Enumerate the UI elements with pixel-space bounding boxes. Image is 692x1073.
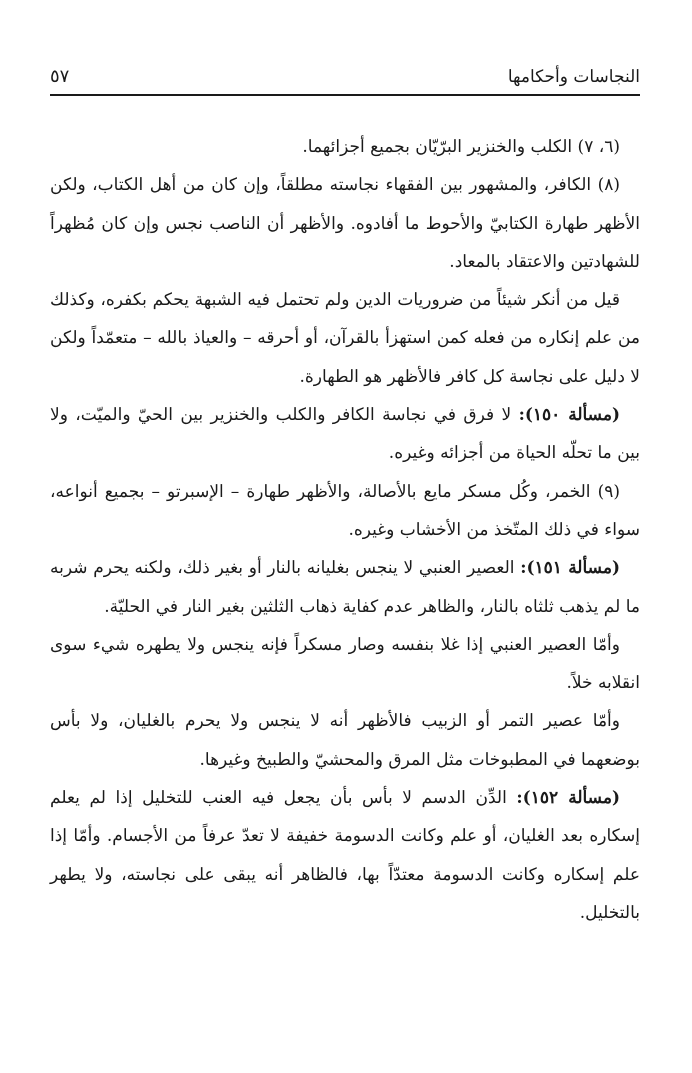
page-body bbox=[50, 128, 640, 932]
issue-label: (مسألة ١٥١): bbox=[520, 558, 620, 579]
issue-label: (مسألة ١٥٠): bbox=[518, 405, 620, 426]
issue-label: (مسألة ١٥٢): bbox=[516, 788, 620, 809]
paragraph-issue-151 bbox=[50, 549, 640, 626]
paragraph-khamr bbox=[50, 473, 640, 550]
paragraph-text: العصير العنبي لا ينجس بغليانه بالنار أو بغير ذلك، ولكنه يحرم شربه ما لم يذهب ثلثاه بالنار، والظاهر عدم كفاية ذهاب الثلثين بغير النار في الحليّة. bbox=[50, 558, 640, 617]
paragraph-text: (٨) الكافر، والمشهور بين الفقهاء نجاسته مطلقاً، وإن كان من أهل الكتاب، ولكن الأظهر طهارة الكتابيّ والأحوط ما أفادوه. والأظهر أن الناصب نجس وإن كان مُظهراً للشهادتين والاعتقاد بالمعاد. bbox=[50, 175, 640, 272]
paragraph-text: قيل من أنكر شيئاً من ضروريات الدين ولم تحتمل فيه الشبهة يحكم بكفره، وكذلك من علم إنكاره من فعله كمن استهزأ بالقرآن، أو أحرقه – والعياذ بالله – متعمّداً ولكن لا دليل على نجاسة كل كافر فالأظهر هو الطهارة. bbox=[50, 290, 640, 387]
paragraph-issue-152 bbox=[50, 779, 640, 932]
paragraph-denial bbox=[50, 281, 640, 396]
page-header bbox=[50, 62, 640, 92]
paragraph-kafir bbox=[50, 166, 640, 281]
header-title: النجاسات وأحكامها bbox=[507, 67, 640, 87]
paragraph-text: (٦، ٧) الكلب والخنزير البرّيّان بجميع أجزائهما. bbox=[302, 137, 620, 157]
paragraph-grape-juice bbox=[50, 626, 640, 703]
paragraph-text: وأمّا عصير التمر أو الزبيب فالأظهر أنه لا ينجس ولا يحرم بالغليان، ولا بأس بوضعهما في المطبوخات مثل المرق والمحشيّ والطبيخ وغيرها. bbox=[50, 711, 640, 770]
paragraph-date-juice bbox=[50, 702, 640, 779]
paragraph-text: لا فرق في نجاسة الكافر والكلب والخنزير بين الحيّ والميّت، ولا بين ما تحلّه الحياة من أجزائه وغيره. bbox=[50, 405, 640, 464]
paragraph-text: وأمّا العصير العنبي إذا غلا بنفسه وصار مسكراً فإنه ينجس ولا يطهره شيء سوى انقلابه خلاً. bbox=[50, 634, 640, 694]
paragraph-dog-pig bbox=[50, 128, 640, 166]
paragraph-text: (٩) الخمر، وكُل مسكر مايع بالأصالة، والأظهر طهارة – الإسبرتو – بجميع أنواعه، سواء في ذلك المتّخذ من الأخشاب وغيره. bbox=[50, 481, 640, 540]
paragraph-text: الدِّن الدسم لا بأس بأن يجعل فيه العنب للتخليل إذا لم يعلم إسكاره بعد الغليان، أو علم وكانت الدسومة خفيفة لا تعدّ عرفاً من الأجسام. وأمّا إذا علم إسكاره وكانت الدسومة معتدّاً بها، فالظاهر أنه يبقى على نجاسته، ولا يطهر بالتخليل. bbox=[50, 788, 640, 923]
page-number: ٥٧ bbox=[50, 66, 70, 87]
paragraph-issue-150 bbox=[50, 396, 640, 473]
header-rule bbox=[50, 94, 640, 96]
